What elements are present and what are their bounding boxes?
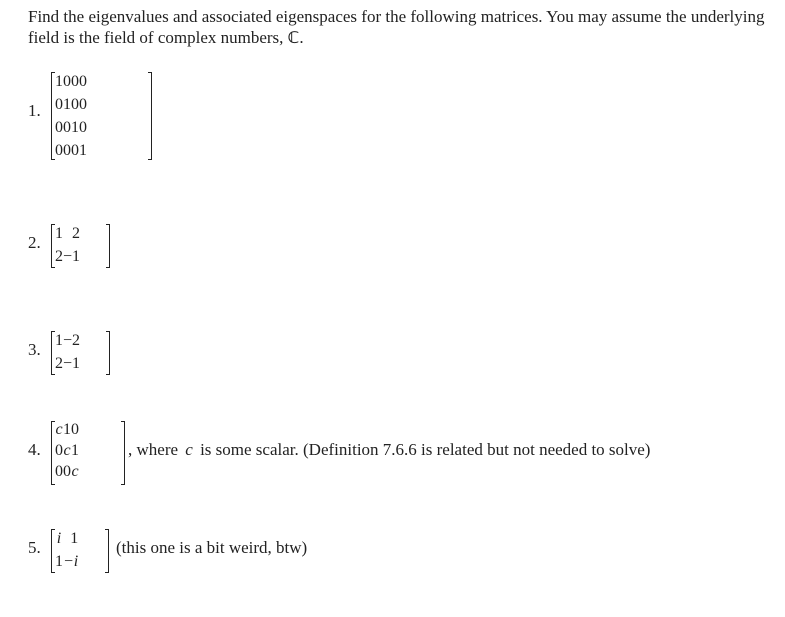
complex-field-symbol: ℂ — [287, 28, 300, 47]
matrix-entry: i — [56, 530, 62, 547]
problem-number: 4. — [28, 440, 41, 459]
matrix-entry: 1 — [63, 421, 71, 438]
problem-number: 2. — [28, 233, 41, 252]
matrix-entry: 1 — [71, 119, 79, 136]
matrix-entry: 0 — [79, 119, 87, 136]
matrix-entry: −1 — [63, 248, 81, 265]
matrix-entry: c — [55, 421, 63, 438]
matrix-entry: −2 — [63, 332, 81, 349]
matrix-entry: 0 — [71, 96, 79, 113]
right-bracket — [148, 72, 152, 160]
matrix-entry: 0 — [55, 96, 63, 113]
matrix-entry: 1 — [79, 142, 87, 159]
matrix-entry: −1 — [63, 355, 81, 372]
problem-number: 1. — [28, 101, 41, 120]
matrix-entry: 0 — [55, 463, 63, 480]
matrix-entry: 2 — [72, 225, 81, 242]
problem-4-note — [128, 440, 650, 460]
matrix-jordan-3x3 — [55, 419, 79, 482]
instructions-text: Find the eigenvalues and associated eigenspaces for the following matrices. You may assume the underlying field is the field of complex numbers, — [28, 7, 765, 47]
matrix-entry: 0 — [55, 119, 63, 136]
instructions-period: . — [299, 28, 304, 47]
problem-5-note: (this one is a bit weird, btw) — [116, 538, 308, 557]
note-suffix: is some scalar. (Definition 7.6.6 is related but not needed to solve) — [200, 440, 651, 459]
matrix-entry: 0 — [63, 119, 71, 136]
matrix-identity-4x4 — [55, 70, 87, 162]
matrix-entry: 1 — [71, 442, 79, 459]
matrix-entry: c — [63, 442, 71, 459]
matrix-entry: 0 — [71, 142, 79, 159]
matrix-entry: 1 — [55, 332, 63, 349]
matrix-2x2-b — [55, 329, 80, 375]
matrix-entry: 1 — [63, 96, 71, 113]
matrix-entry: 0 — [63, 73, 71, 90]
matrix-entry: 2 — [55, 248, 63, 265]
right-bracket — [106, 331, 110, 375]
right-bracket — [121, 421, 125, 485]
matrix-entry: 0 — [79, 96, 87, 113]
problem-number: 3. — [28, 340, 41, 359]
matrix-entry: 2 — [55, 355, 63, 372]
problem-number: 5. — [28, 538, 41, 557]
matrix-entry: 0 — [63, 142, 71, 159]
note-prefix: , where — [128, 440, 179, 459]
matrix-entry: c — [71, 463, 79, 480]
matrix-entry: 0 — [55, 142, 63, 159]
matrix-entry: 0 — [71, 421, 79, 438]
matrix-entry: 1 — [55, 225, 63, 242]
matrix-entry: 0 — [63, 463, 71, 480]
matrix-entry: 0 — [71, 73, 79, 90]
matrix-2x2-a — [55, 222, 80, 268]
matrix-entry: 1 — [55, 73, 63, 90]
matrix-entry: 1 — [55, 553, 63, 570]
scalar-variable: c — [185, 440, 193, 459]
right-bracket — [106, 224, 110, 268]
matrix-entry: 0 — [79, 73, 87, 90]
matrix-entry: −i — [63, 553, 79, 570]
problem-instructions — [28, 6, 768, 48]
matrix-entry: 0 — [55, 442, 63, 459]
matrix-entry: 1 — [70, 530, 79, 547]
matrix-2x2-complex — [55, 527, 78, 573]
right-bracket — [105, 529, 109, 573]
